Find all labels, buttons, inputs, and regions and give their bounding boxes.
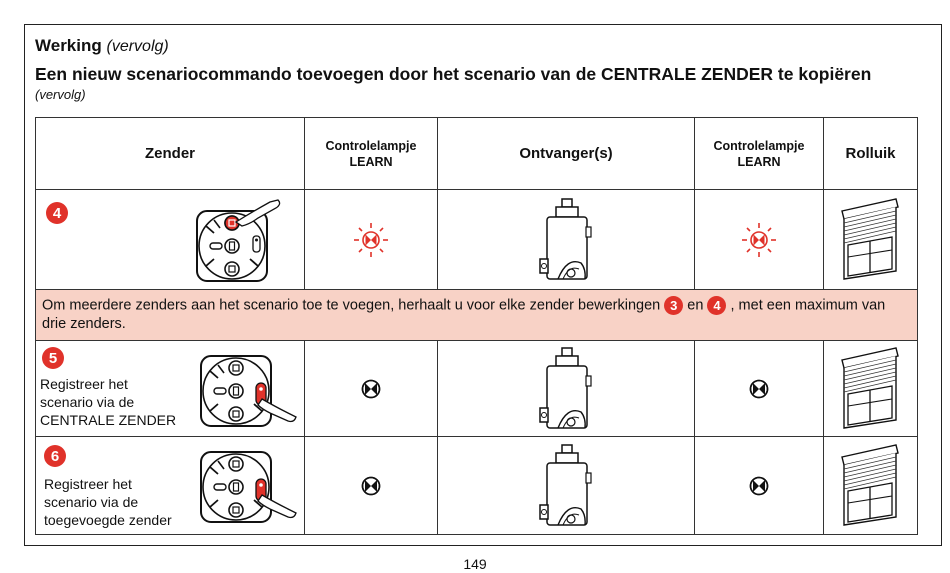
receiver-icon [536,197,596,283]
roller-shutter-icon [840,443,902,529]
col-header-learn-2: Controlelampje LEARN [695,118,824,190]
cell-learn-2 [695,341,824,437]
table-row-step-5 [36,341,918,437]
table-row-step-4 [36,190,918,290]
cell-learn-2 [695,190,824,290]
cell-shutter [824,190,918,290]
table-header-row [36,118,918,190]
remote-control-icon [196,347,302,433]
cell-receiver [438,341,695,437]
section-subtitle: Een nieuw scenariocommando toevoegen door het scenario van de CENTRALE ZENDER te kopiëren [35,64,872,84]
roller-shutter-icon [840,346,902,432]
table-row-step-6 [36,437,918,535]
note-cell [36,290,918,341]
note-step-b: 4 [707,296,726,315]
subtitle-sub: (vervolg) [35,87,86,102]
cell-receiver [438,437,695,535]
cell-zender [36,190,305,290]
remote-control-icon [196,443,302,529]
step-number: 5 [42,347,64,369]
note-text: Om meerdere zenders aan het scenario toe te voegen, herhaalt u voor elke zender bewerkingen [42,297,661,314]
note-text-mid: en [687,297,704,314]
receiver-icon [536,346,596,432]
col-header-learn-1: Controlelampje LEARN [305,118,438,190]
step-instruction: Registreer het scenario via de toegevoegde zender [44,476,172,528]
col-header-zender: Zender [36,118,305,190]
cell-learn-1 [305,437,438,535]
led-off-icon [747,474,771,498]
col-header-rolluik: Rolluik [824,118,918,190]
receiver-icon [536,443,596,529]
cell-receiver [438,190,695,290]
cell-shutter [824,341,918,437]
led-blinking-icon [351,220,391,260]
instruction-table [35,117,918,535]
note-step-a: 3 [664,296,683,315]
col-header-ontvanger: Ontvanger(s) [438,118,695,190]
roller-shutter-icon [840,197,902,283]
led-off-icon [359,377,383,401]
led-off-icon [747,377,771,401]
note-text-after: , met een maximum van drie zenders. [42,297,886,333]
title-text: Werking [35,36,102,55]
title-sub: (vervolg) [106,38,169,55]
cell-learn-1 [305,341,438,437]
table-note-row [36,290,918,341]
led-off-icon [359,474,383,498]
remote-control-icon [192,196,302,286]
cell-zender [36,437,305,535]
step-number: 6 [44,445,66,467]
cell-zender [36,341,305,437]
cell-learn-2 [695,437,824,535]
step-number: 4 [46,202,68,224]
led-blinking-icon [739,220,779,260]
step-instruction: Registreer het scenario via de CENTRALE ZENDER [40,376,177,428]
page-number: 149 [463,556,487,572]
cell-learn-1 [305,190,438,290]
cell-shutter [824,437,918,535]
section-title [35,36,169,56]
